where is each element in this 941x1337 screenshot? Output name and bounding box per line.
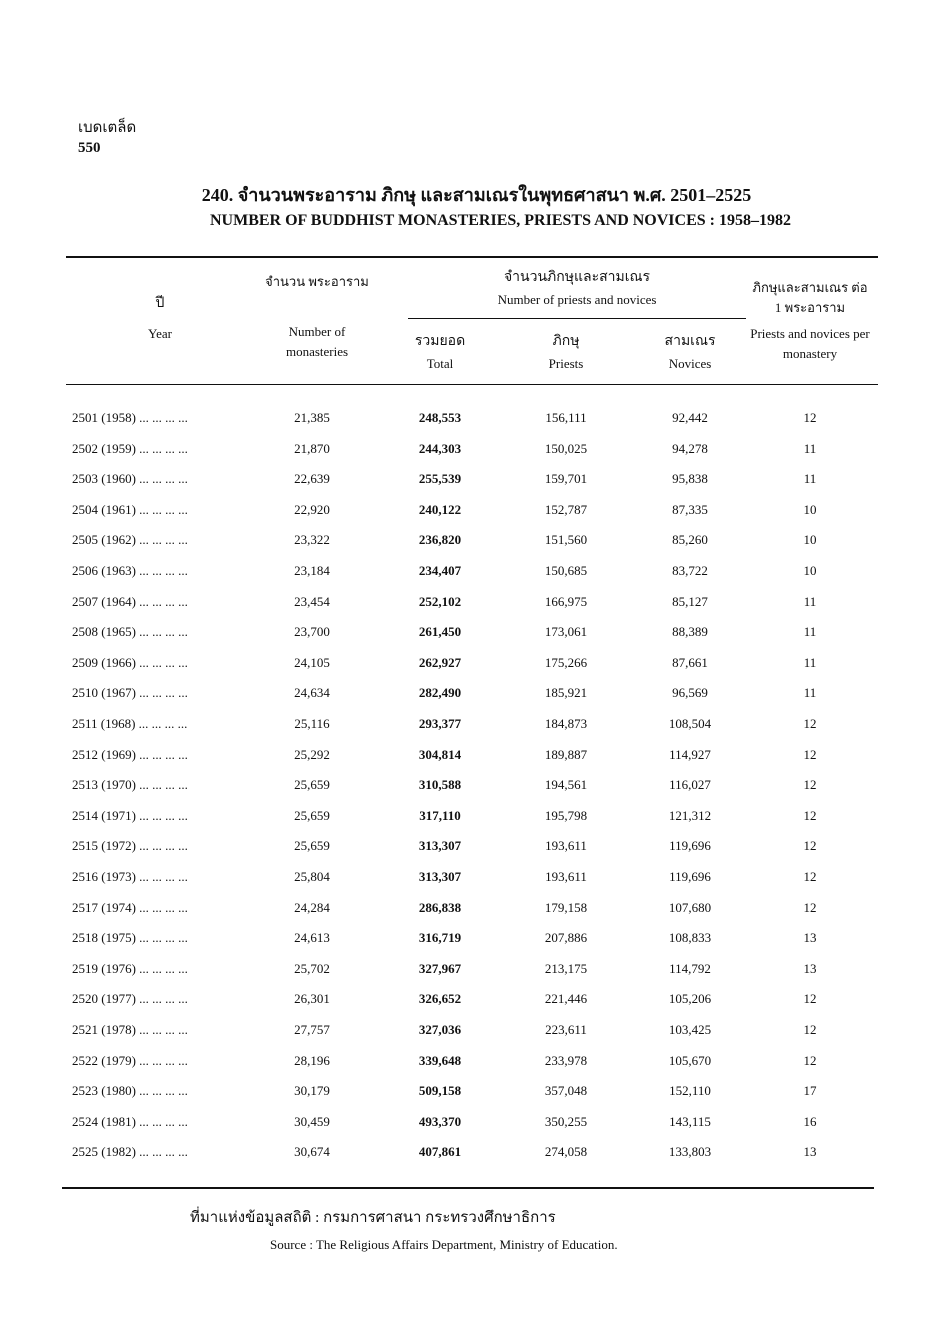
row-monasteries: 30,179 xyxy=(294,1083,330,1099)
header-monasteries-th: จำนวน พระอาราม xyxy=(265,274,369,289)
table-row xyxy=(0,775,941,805)
row-total: 407,861 xyxy=(418,1144,462,1160)
header-total-en: Total xyxy=(426,356,454,371)
row-per-monastery: 12 xyxy=(803,716,817,731)
table-row xyxy=(0,408,941,438)
header-monasteries-en: Number of monasteries xyxy=(285,324,349,359)
row-priests: 223,611 xyxy=(545,1022,587,1037)
row-per-monastery: 12 xyxy=(803,746,817,762)
row-monasteries: 23,184 xyxy=(294,563,330,578)
row-monasteries: 24,613 xyxy=(294,930,330,946)
row-total: 326,652 xyxy=(418,991,462,1007)
page-number: 550 xyxy=(78,140,101,156)
table-row xyxy=(0,530,941,560)
row-priests: 193,611 xyxy=(545,838,587,854)
row-year: 2501 (1958) ... ... ... ... xyxy=(72,410,188,425)
row-novices: 107,680 xyxy=(668,899,712,915)
row-priests: 156,111 xyxy=(545,410,587,425)
group-header-rule xyxy=(408,318,746,319)
row-novices: 94,278 xyxy=(672,440,708,456)
row-monasteries: 25,116 xyxy=(294,716,330,731)
row-year: 2521 (1978) ... ... ... ... xyxy=(72,1022,188,1037)
row-per-monastery: 17 xyxy=(803,1083,817,1099)
row-total: 261,450 xyxy=(418,624,462,640)
row-per-monastery: 10 xyxy=(803,563,817,578)
row-per-monastery: 10 xyxy=(803,501,817,517)
row-monasteries: 30,674 xyxy=(294,1144,330,1160)
source-english: Source : The Religious Affairs Department, Ministry of Education. xyxy=(270,1237,618,1252)
source-thai: ที่มาแห่งข้อมูลสถิติ : กรมการศาสนา กระทรวงศึกษาธิการ xyxy=(190,1210,556,1226)
row-total: 236,820 xyxy=(418,532,462,548)
row-year: 2516 (1973) ... ... ... ... xyxy=(72,869,188,884)
row-monasteries: 22,639 xyxy=(294,471,330,487)
row-total: 327,036 xyxy=(418,1022,462,1037)
row-priests: 159,701 xyxy=(544,471,588,487)
row-year: 2503 (1960) ... ... ... ... xyxy=(72,471,188,487)
row-monasteries: 24,284 xyxy=(294,899,330,915)
row-total: 262,927 xyxy=(418,654,462,670)
row-priests: 152,787 xyxy=(544,501,588,517)
row-per-monastery: 12 xyxy=(803,410,817,425)
row-year: 2502 (1959) ... ... ... ... xyxy=(72,440,188,456)
row-priests: 357,048 xyxy=(544,1083,588,1099)
row-novices: 88,389 xyxy=(672,624,708,640)
table-row xyxy=(0,928,941,958)
table-row xyxy=(0,989,941,1019)
header-total-th: รวมยอด xyxy=(414,334,466,349)
row-novices: 143,115 xyxy=(669,1113,711,1129)
page-header xyxy=(78,118,136,158)
row-per-monastery: 12 xyxy=(803,899,817,915)
row-per-monastery: 10 xyxy=(803,532,817,548)
row-monasteries: 24,634 xyxy=(294,685,330,701)
table-row xyxy=(0,959,941,989)
row-year: 2512 (1969) ... ... ... ... xyxy=(72,746,188,762)
table-top-rule xyxy=(66,256,878,258)
row-total: 339,648 xyxy=(418,1052,462,1068)
row-novices: 114,927 xyxy=(669,746,711,762)
row-novices: 108,504 xyxy=(668,716,712,731)
row-novices: 96,569 xyxy=(672,685,708,701)
row-year: 2513 (1970) ... ... ... ... xyxy=(72,777,188,793)
table-row xyxy=(0,1081,941,1111)
row-priests: 193,611 xyxy=(545,869,587,884)
row-novices: 103,425 xyxy=(668,1022,712,1037)
row-total: 316,719 xyxy=(418,930,462,946)
row-per-monastery: 12 xyxy=(803,1052,817,1068)
row-per-monastery: 12 xyxy=(803,807,817,823)
row-year: 2519 (1976) ... ... ... ... xyxy=(72,960,188,976)
row-per-monastery: 16 xyxy=(803,1113,817,1129)
row-per-monastery: 11 xyxy=(803,593,817,609)
row-per-monastery: 12 xyxy=(803,838,817,854)
row-total: 234,407 xyxy=(418,563,462,578)
table-row xyxy=(0,469,941,499)
header-novices-en: Novices xyxy=(668,356,712,371)
header-priests-th: ภิกษุ xyxy=(552,334,580,349)
row-year: 2518 (1975) ... ... ... ... xyxy=(72,930,188,946)
table-row xyxy=(0,1051,941,1081)
row-novices: 85,127 xyxy=(672,593,708,609)
row-per-monastery: 11 xyxy=(803,654,817,670)
header-year-th: ปี xyxy=(155,296,165,311)
row-year: 2524 (1981) ... ... ... ... xyxy=(72,1113,188,1129)
row-per-monastery: 12 xyxy=(803,777,817,793)
row-monasteries: 26,301 xyxy=(294,991,330,1007)
row-year: 2505 (1962) ... ... ... ... xyxy=(72,532,188,548)
row-monasteries: 25,804 xyxy=(294,869,330,884)
row-total: 244,303 xyxy=(418,440,462,456)
row-per-monastery: 13 xyxy=(803,1144,817,1160)
row-priests: 221,446 xyxy=(544,991,588,1007)
row-total: 493,370 xyxy=(418,1113,462,1129)
table-row xyxy=(0,653,941,683)
row-year: 2510 (1967) ... ... ... ... xyxy=(72,685,188,701)
row-year: 2517 (1974) ... ... ... ... xyxy=(72,899,188,915)
row-per-monastery: 12 xyxy=(803,991,817,1007)
row-priests: 185,921 xyxy=(544,685,588,701)
row-novices: 152,110 xyxy=(669,1083,711,1099)
row-priests: 350,255 xyxy=(544,1113,588,1129)
row-per-monastery: 13 xyxy=(803,960,817,976)
row-total: 248,553 xyxy=(418,410,462,425)
row-year: 2506 (1963) ... ... ... ... xyxy=(72,563,188,578)
table-row xyxy=(0,561,941,591)
table-row xyxy=(0,1112,941,1142)
row-year: 2507 (1964) ... ... ... ... xyxy=(72,593,188,609)
row-monasteries: 30,459 xyxy=(294,1113,330,1129)
row-novices: 105,670 xyxy=(668,1052,712,1068)
row-novices: 119,696 xyxy=(669,838,711,854)
header-novices-th: สามเณร xyxy=(664,334,716,349)
row-year: 2514 (1971) ... ... ... ... xyxy=(72,807,188,823)
title-thai: 240. จำนวนพระอาราม ภิกษุ และสามเณรในพุทธศาสนา พ.ศ. 2501–2525 xyxy=(201,185,752,205)
row-novices: 92,442 xyxy=(672,410,708,425)
table-row xyxy=(0,592,941,622)
table-row xyxy=(0,683,941,713)
row-per-monastery: 11 xyxy=(803,440,817,456)
table-row xyxy=(0,836,941,866)
row-per-monastery: 12 xyxy=(803,869,817,884)
table-row xyxy=(0,745,941,775)
row-priests: 184,873 xyxy=(544,716,588,731)
row-total: 293,377 xyxy=(418,716,462,731)
row-novices: 105,206 xyxy=(668,991,712,1007)
row-monasteries: 27,757 xyxy=(294,1022,330,1037)
row-monasteries: 25,292 xyxy=(294,746,330,762)
row-monasteries: 22,920 xyxy=(294,501,330,517)
row-priests: 189,887 xyxy=(544,746,588,762)
table-row xyxy=(0,1020,941,1050)
table-row xyxy=(0,714,941,744)
row-monasteries: 23,454 xyxy=(294,593,330,609)
row-year: 2511 (1968) ... ... ... ... xyxy=(72,716,188,731)
row-monasteries: 25,659 xyxy=(294,807,330,823)
row-monasteries: 28,196 xyxy=(294,1052,330,1068)
row-priests: 173,061 xyxy=(544,624,588,640)
title-english: NUMBER OF BUDDHIST MONASTERIES, PRIESTS AND NOVICES : 1958–1982 xyxy=(210,212,791,229)
row-novices: 119,696 xyxy=(669,869,711,884)
row-novices: 83,722 xyxy=(672,563,708,578)
row-total: 509,158 xyxy=(418,1083,462,1099)
row-year: 2523 (1980) ... ... ... ... xyxy=(72,1083,188,1099)
row-total: 252,102 xyxy=(418,593,462,609)
row-monasteries: 23,322 xyxy=(294,532,330,548)
table-row xyxy=(0,439,941,469)
table-row xyxy=(0,898,941,928)
row-year: 2520 (1977) ... ... ... ... xyxy=(72,991,188,1007)
row-monasteries: 25,659 xyxy=(294,838,330,854)
row-total: 317,110 xyxy=(419,807,461,823)
row-priests: 274,058 xyxy=(544,1144,588,1160)
row-total: 286,838 xyxy=(418,899,462,915)
row-priests: 179,158 xyxy=(544,899,588,915)
row-monasteries: 23,700 xyxy=(294,624,330,640)
row-priests: 194,561 xyxy=(544,777,588,793)
row-total: 304,814 xyxy=(418,746,462,762)
row-per-monastery: 13 xyxy=(803,930,817,946)
row-novices: 116,027 xyxy=(669,777,711,793)
header-year-en: Year xyxy=(148,326,172,341)
row-novices: 95,838 xyxy=(672,471,708,487)
row-priests: 150,685 xyxy=(544,563,588,578)
row-novices: 133,803 xyxy=(668,1144,712,1160)
row-monasteries: 24,105 xyxy=(294,654,330,670)
row-novices: 121,312 xyxy=(668,807,712,823)
row-novices: 87,335 xyxy=(672,501,708,517)
row-priests: 175,266 xyxy=(544,654,588,670)
row-priests: 195,798 xyxy=(544,807,588,823)
table-row xyxy=(0,1142,941,1172)
row-year: 2504 (1961) ... ... ... ... xyxy=(72,501,188,517)
row-novices: 87,661 xyxy=(672,654,708,670)
row-monasteries: 25,702 xyxy=(294,960,330,976)
row-per-monastery: 11 xyxy=(803,471,817,487)
row-total: 313,307 xyxy=(418,838,462,854)
header-group-en: Number of priests and novices xyxy=(497,292,657,307)
row-total: 282,490 xyxy=(418,685,462,701)
row-per-monastery: 11 xyxy=(803,624,817,640)
row-monasteries: 21,385 xyxy=(294,410,330,425)
table-title xyxy=(0,184,941,232)
row-year: 2508 (1965) ... ... ... ... xyxy=(72,624,188,640)
row-year: 2515 (1972) ... ... ... ... xyxy=(72,838,188,854)
row-monasteries: 21,870 xyxy=(294,440,330,456)
row-year: 2522 (1979) ... ... ... ... xyxy=(72,1052,188,1068)
row-total: 255,539 xyxy=(418,471,462,487)
row-total: 240,122 xyxy=(418,501,462,517)
row-monasteries: 25,659 xyxy=(294,777,330,793)
row-total: 310,588 xyxy=(418,777,462,793)
row-per-monastery: 11 xyxy=(803,685,817,701)
row-year: 2525 (1982) ... ... ... ... xyxy=(72,1144,188,1160)
section-label: เบดเตล็ด xyxy=(78,120,137,136)
table-row xyxy=(0,622,941,652)
row-priests: 213,175 xyxy=(544,960,588,976)
row-total: 313,307 xyxy=(418,869,462,884)
row-priests: 166,975 xyxy=(544,593,588,609)
row-per-monastery: 12 xyxy=(803,1022,817,1037)
table-row xyxy=(0,806,941,836)
row-total: 327,967 xyxy=(418,960,462,976)
header-group-th: จำนวนภิกษุและสามเณร xyxy=(503,270,651,285)
row-priests: 207,886 xyxy=(544,930,588,946)
header-bottom-rule xyxy=(66,384,878,385)
row-novices: 108,833 xyxy=(668,930,712,946)
row-priests: 150,025 xyxy=(544,440,588,456)
row-priests: 233,978 xyxy=(544,1052,588,1068)
row-year: 2509 (1966) ... ... ... ... xyxy=(72,654,188,670)
header-per-th: ภิกษุและสามเณร ต่อ 1 พระอาราม xyxy=(752,280,868,315)
row-novices: 85,260 xyxy=(672,532,708,548)
header-priests-en: Priests xyxy=(548,356,584,371)
row-priests: 151,560 xyxy=(544,532,588,548)
table-row xyxy=(0,500,941,530)
table-row xyxy=(0,867,941,897)
header-per-en: Priests and novices per monastery xyxy=(750,326,870,361)
table-bottom-rule xyxy=(62,1187,874,1189)
row-novices: 114,792 xyxy=(669,960,711,976)
